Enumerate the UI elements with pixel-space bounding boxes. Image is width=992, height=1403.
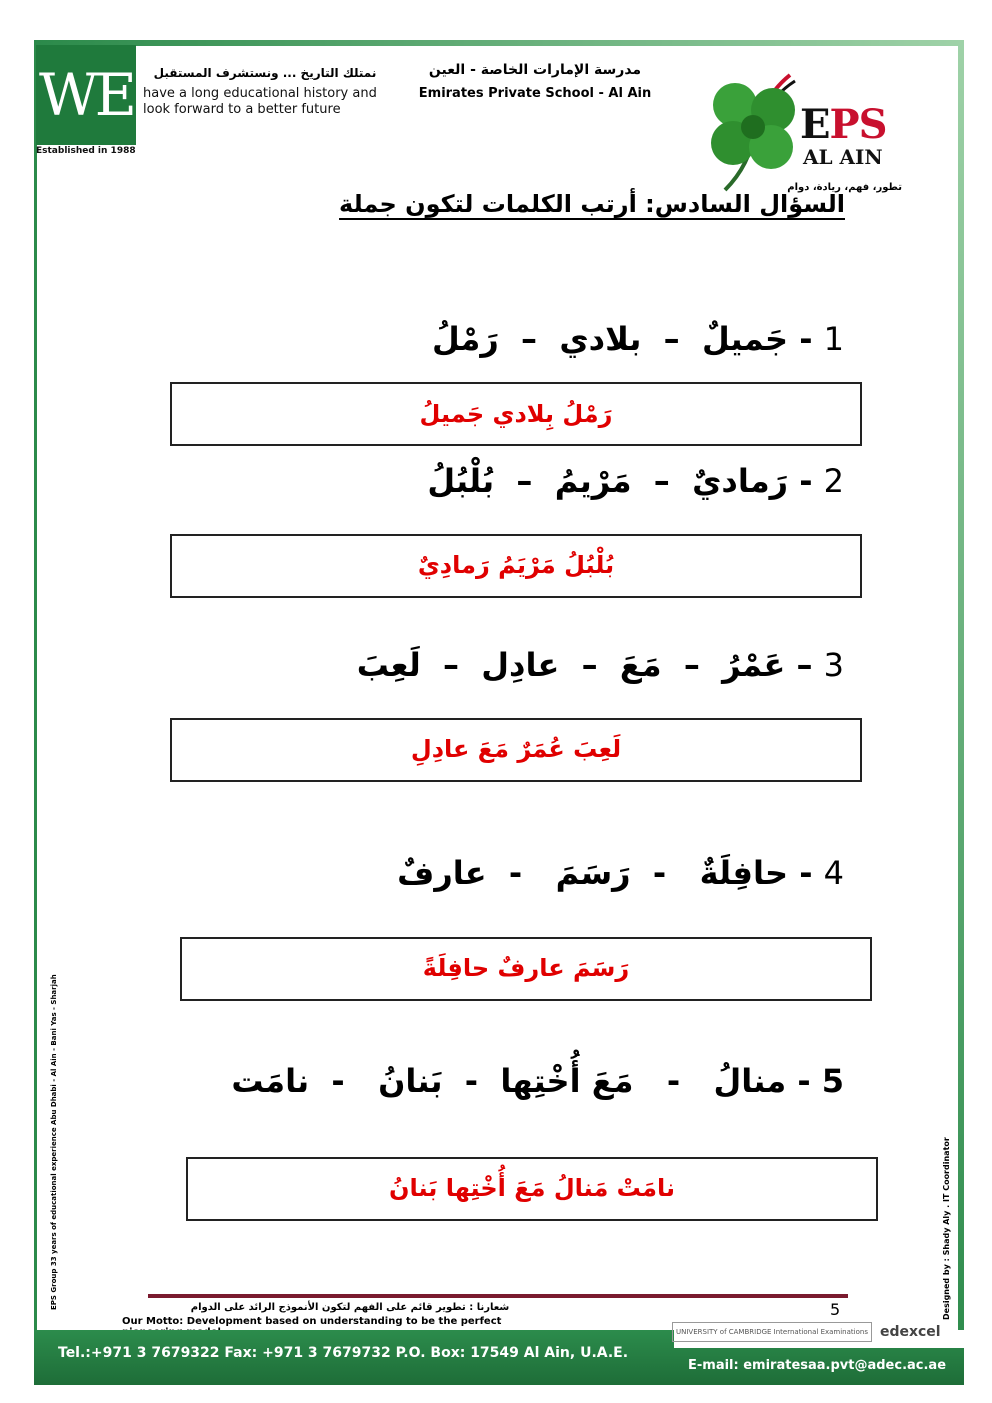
answer-box-5: نامَتْ مَنالُ مَعَ أُخْتِها بَنانُ bbox=[186, 1157, 878, 1221]
established-text: Established in 1988 bbox=[36, 146, 136, 156]
question-item-3: 3 – عَمْرُ – مَعَ – عادِل – لَعِبَ bbox=[356, 646, 844, 684]
cambridge-logo: UNIVERSITY of CAMBRIDGE International Examinations bbox=[672, 1322, 872, 1342]
side-text-right: Designed by : Shady Aly . IT Coordinator bbox=[942, 1137, 951, 1320]
page-number: 5 bbox=[830, 1300, 841, 1319]
footer-motto-english: Our Motto: Development based on understanding to be the perfect bbox=[122, 1316, 502, 1327]
eps-city: AL AIN bbox=[803, 145, 883, 169]
question-item-5: 5 - منالُ - مَعَ أُخْتِها - بَنانُ - نامَت bbox=[231, 1062, 844, 1100]
answer-box-2: بُلْبُلُ مَرْيَمُ رَمادِيٌ bbox=[170, 534, 862, 598]
footer-email: E-mail: emiratesaa.pvt@adec.ac.ae bbox=[688, 1358, 947, 1373]
school-name-english: Emirates Private School - Al Ain bbox=[418, 86, 652, 101]
question-item-1: 1 - جَميلٌ – بلادي – رَمْلُ bbox=[431, 320, 844, 358]
left-border bbox=[34, 40, 37, 1385]
footer-divider bbox=[148, 1294, 848, 1298]
question-item-2: 2 - رَماديٌ – مَرْيمُ – بُلْبُلُ bbox=[427, 462, 844, 500]
side-text-left: EPS Group 33 years of educational experience Abu Dhabi - Al Ain - Bani Yas - Sharjah bbox=[50, 974, 58, 1310]
top-border bbox=[34, 40, 964, 46]
right-border bbox=[958, 40, 964, 1385]
question-title: السؤال السادس: أرتب الكلمات لتكون جملة bbox=[339, 190, 845, 218]
question-item-4: 4 - حافِلَةٌ - رَسَمَ - عارفٌ bbox=[397, 854, 844, 892]
clover-logo-icon bbox=[695, 55, 815, 195]
answer-box-4: رَسَمَ عارفٌ حافِلَةً bbox=[180, 937, 872, 1001]
eps-logo: EPS bbox=[800, 101, 887, 148]
answer-box-1: رَمْلُ بِلادي جَميلُ bbox=[170, 382, 862, 446]
motto-arabic: نمتلك التاريخ ... ونستشرف المستقبل bbox=[153, 66, 377, 80]
edexcel-logo: edexcel bbox=[879, 1324, 941, 1340]
footer-contact: Tel.:+971 3 7679322 Fax: +971 3 7679732 P.O. Box: 17549 Al Ain, U.A.E. bbox=[58, 1345, 629, 1361]
answer-box-3: لَعِبَ عُمَرٌ مَعَ عادِلِ bbox=[170, 718, 862, 782]
we-logo: WE bbox=[36, 45, 136, 145]
footer-motto-arabic: شعارنا : تطوير قائم على الفهم لتكون الأنموذج الرائد على الدوام bbox=[190, 1302, 510, 1313]
school-name-arabic: مدرسة الإمارات الخاصة - العين bbox=[428, 62, 642, 78]
eps-slogan: تطور، فهم، ريادة، دوام bbox=[787, 182, 902, 193]
accreditation-logos bbox=[672, 1318, 947, 1346]
motto-english: have a long educational history and look forward to a better future bbox=[143, 86, 377, 117]
